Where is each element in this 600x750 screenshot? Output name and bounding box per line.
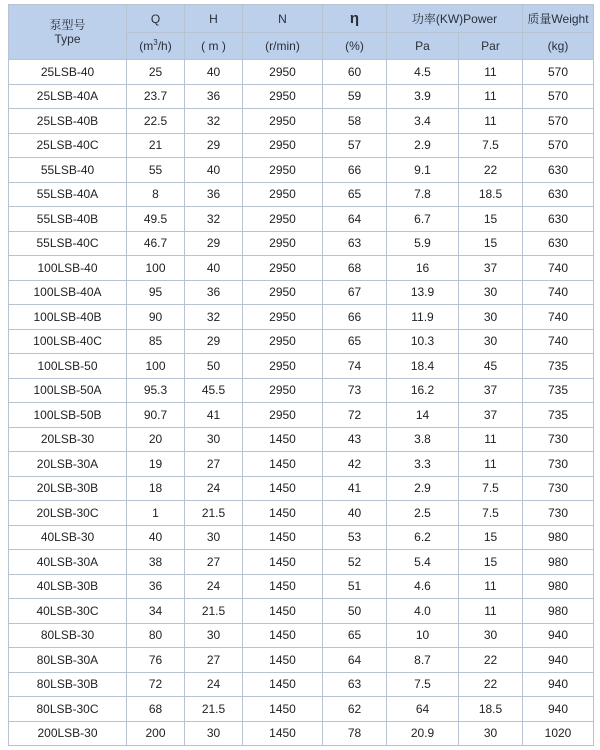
cell-q: 46.7 [127,231,185,256]
cell-h: 24 [185,476,243,501]
cell-eta: 78 [323,721,387,746]
table-row [9,231,594,256]
cell-q: 1 [127,501,185,526]
cell-eta: 62 [323,697,387,722]
cell-eta: 65 [323,623,387,648]
header-eta: η [323,5,387,33]
header-pa: Pa [387,33,459,60]
table-header [9,5,594,60]
cell-pa: 11.9 [387,305,459,330]
cell-n: 1450 [243,452,323,477]
cell-weight: 730 [523,427,594,452]
cell-n: 1450 [243,525,323,550]
cell-model: 100LSB-40A [9,280,127,305]
cell-h: 21.5 [185,697,243,722]
cell-h: 27 [185,452,243,477]
cell-par: 7.5 [459,501,523,526]
pump-spec-table-container [8,4,593,746]
table-row [9,182,594,207]
cell-q: 72 [127,672,185,697]
header-type [9,5,127,60]
cell-eta: 59 [323,84,387,109]
cell-pa: 9.1 [387,158,459,183]
cell-h: 27 [185,550,243,575]
cell-q: 90.7 [127,403,185,428]
cell-eta: 65 [323,182,387,207]
cell-model: 100LSB-50 [9,354,127,379]
cell-q: 25 [127,60,185,85]
cell-h: 30 [185,427,243,452]
cell-eta: 58 [323,109,387,134]
cell-weight: 630 [523,158,594,183]
cell-par: 15 [459,207,523,232]
cell-eta: 52 [323,550,387,575]
cell-model: 55LSB-40A [9,182,127,207]
cell-h: 27 [185,648,243,673]
cell-h: 40 [185,256,243,281]
cell-eta: 43 [323,427,387,452]
cell-model: 40LSB-30B [9,574,127,599]
cell-h: 36 [185,280,243,305]
cell-q: 19 [127,452,185,477]
cell-q: 68 [127,697,185,722]
cell-par: 30 [459,305,523,330]
cell-q: 20 [127,427,185,452]
cell-model: 100LSB-40C [9,329,127,354]
cell-model: 80LSB-30 [9,623,127,648]
cell-q: 22.5 [127,109,185,134]
cell-par: 15 [459,550,523,575]
cell-eta: 53 [323,525,387,550]
cell-weight: 570 [523,133,594,158]
cell-n: 2950 [243,133,323,158]
cell-h: 45.5 [185,378,243,403]
cell-q: 18 [127,476,185,501]
cell-q: 100 [127,256,185,281]
cell-q: 8 [127,182,185,207]
table-row [9,476,594,501]
cell-weight: 630 [523,182,594,207]
cell-pa: 16 [387,256,459,281]
cell-weight: 735 [523,403,594,428]
cell-eta: 66 [323,305,387,330]
cell-model: 80LSB-30A [9,648,127,673]
cell-n: 2950 [243,280,323,305]
cell-weight: 735 [523,354,594,379]
cell-pa: 8.7 [387,648,459,673]
cell-eta: 41 [323,476,387,501]
cell-q: 23.7 [127,84,185,109]
cell-weight: 1020 [523,721,594,746]
cell-model: 20LSB-30A [9,452,127,477]
header-q: Q [127,5,185,33]
cell-eta: 63 [323,672,387,697]
cell-pa: 20.9 [387,721,459,746]
table-row [9,207,594,232]
cell-h: 36 [185,182,243,207]
header-par: Par [459,33,523,60]
header-row-1 [9,5,594,33]
cell-weight: 940 [523,697,594,722]
table-row [9,354,594,379]
cell-par: 37 [459,403,523,428]
cell-weight: 630 [523,231,594,256]
cell-n: 1450 [243,476,323,501]
cell-weight: 630 [523,207,594,232]
cell-weight: 570 [523,60,594,85]
cell-par: 30 [459,721,523,746]
cell-par: 37 [459,378,523,403]
cell-n: 1450 [243,599,323,624]
table-row [9,452,594,477]
cell-par: 11 [459,84,523,109]
table-row [9,599,594,624]
cell-eta: 74 [323,354,387,379]
cell-n: 2950 [243,207,323,232]
cell-n: 2950 [243,305,323,330]
table-row [9,329,594,354]
cell-h: 29 [185,231,243,256]
cell-weight: 940 [523,623,594,648]
cell-par: 15 [459,231,523,256]
cell-q: 55 [127,158,185,183]
cell-n: 1450 [243,574,323,599]
cell-pa: 4.0 [387,599,459,624]
cell-weight: 730 [523,452,594,477]
table-row [9,256,594,281]
cell-eta: 73 [323,378,387,403]
cell-n: 1450 [243,721,323,746]
cell-eta: 65 [323,329,387,354]
cell-pa: 13.9 [387,280,459,305]
table-row [9,305,594,330]
cell-n: 1450 [243,501,323,526]
cell-eta: 64 [323,207,387,232]
cell-weight: 740 [523,280,594,305]
cell-weight: 980 [523,599,594,624]
table-row [9,525,594,550]
cell-weight: 980 [523,550,594,575]
cell-pa: 10.3 [387,329,459,354]
table-row [9,427,594,452]
cell-h: 30 [185,623,243,648]
cell-q: 34 [127,599,185,624]
cell-weight: 740 [523,256,594,281]
cell-h: 29 [185,133,243,158]
table-row [9,378,594,403]
cell-par: 22 [459,648,523,673]
cell-weight: 980 [523,525,594,550]
cell-par: 18.5 [459,182,523,207]
cell-eta: 51 [323,574,387,599]
cell-eta: 68 [323,256,387,281]
cell-model: 80LSB-30C [9,697,127,722]
cell-n: 2950 [243,182,323,207]
header-h: H [185,5,243,33]
table-row [9,60,594,85]
cell-eta: 66 [323,158,387,183]
table-row [9,721,594,746]
cell-model: 25LSB-40C [9,133,127,158]
cell-par: 11 [459,109,523,134]
cell-pa: 2.5 [387,501,459,526]
cell-n: 1450 [243,648,323,673]
cell-n: 2950 [243,231,323,256]
cell-par: 11 [459,60,523,85]
header-h-unit: ( m ) [185,33,243,60]
cell-n: 2950 [243,329,323,354]
cell-h: 32 [185,207,243,232]
cell-eta: 42 [323,452,387,477]
cell-pa: 14 [387,403,459,428]
cell-h: 36 [185,84,243,109]
cell-pa: 2.9 [387,476,459,501]
cell-weight: 740 [523,305,594,330]
cell-model: 25LSB-40A [9,84,127,109]
cell-model: 25LSB-40 [9,60,127,85]
table-row [9,280,594,305]
cell-model: 100LSB-40 [9,256,127,281]
cell-weight: 570 [523,109,594,134]
cell-q: 200 [127,721,185,746]
cell-model: 55LSB-40B [9,207,127,232]
table-row [9,574,594,599]
cell-model: 20LSB-30B [9,476,127,501]
cell-q: 36 [127,574,185,599]
table-row [9,109,594,134]
header-weight-unit: (kg) [523,33,594,60]
cell-weight: 730 [523,501,594,526]
cell-h: 21.5 [185,599,243,624]
cell-model: 55LSB-40C [9,231,127,256]
header-q-unit-sup: 3 [153,38,158,47]
cell-weight: 570 [523,84,594,109]
header-q-unit-post: /h) [157,39,172,53]
table-row [9,672,594,697]
cell-eta: 64 [323,648,387,673]
cell-pa: 6.2 [387,525,459,550]
cell-model: 200LSB-30 [9,721,127,746]
cell-par: 11 [459,574,523,599]
cell-pa: 10 [387,623,459,648]
cell-pa: 3.3 [387,452,459,477]
cell-pa: 3.9 [387,84,459,109]
cell-eta: 60 [323,60,387,85]
cell-h: 32 [185,305,243,330]
cell-pa: 3.8 [387,427,459,452]
cell-q: 40 [127,525,185,550]
cell-eta: 67 [323,280,387,305]
table-row [9,697,594,722]
cell-n: 2950 [243,256,323,281]
cell-h: 40 [185,158,243,183]
cell-weight: 735 [523,378,594,403]
cell-par: 37 [459,256,523,281]
cell-h: 24 [185,574,243,599]
cell-model: 40LSB-30C [9,599,127,624]
cell-h: 41 [185,403,243,428]
cell-par: 11 [459,599,523,624]
cell-par: 30 [459,280,523,305]
cell-model: 55LSB-40 [9,158,127,183]
cell-h: 24 [185,672,243,697]
header-q-unit [127,33,185,60]
cell-q: 49.5 [127,207,185,232]
cell-eta: 50 [323,599,387,624]
cell-par: 11 [459,427,523,452]
header-n-unit: (r/min) [243,33,323,60]
cell-n: 1450 [243,550,323,575]
cell-n: 2950 [243,60,323,85]
cell-pa: 6.7 [387,207,459,232]
header-power: 功率(KW)Power [387,5,523,33]
cell-n: 2950 [243,354,323,379]
cell-model: 80LSB-30B [9,672,127,697]
cell-par: 7.5 [459,133,523,158]
cell-weight: 980 [523,574,594,599]
cell-weight: 940 [523,648,594,673]
cell-q: 95.3 [127,378,185,403]
table-row [9,158,594,183]
cell-n: 2950 [243,158,323,183]
cell-model: 20LSB-30C [9,501,127,526]
cell-model: 100LSB-40B [9,305,127,330]
cell-pa: 4.5 [387,60,459,85]
table-row [9,403,594,428]
cell-eta: 72 [323,403,387,428]
cell-h: 50 [185,354,243,379]
header-q-unit-pre: (m [139,39,154,53]
cell-pa: 64 [387,697,459,722]
cell-par: 45 [459,354,523,379]
table-row [9,648,594,673]
cell-model: 100LSB-50A [9,378,127,403]
header-weight: 质量Weight [523,5,594,33]
table-row [9,501,594,526]
header-eta-unit: (%) [323,33,387,60]
cell-h: 21.5 [185,501,243,526]
cell-pa: 7.5 [387,672,459,697]
cell-par: 18.5 [459,697,523,722]
cell-par: 7.5 [459,476,523,501]
cell-q: 100 [127,354,185,379]
cell-q: 85 [127,329,185,354]
pump-spec-table [8,4,594,746]
cell-par: 22 [459,158,523,183]
cell-pa: 4.6 [387,574,459,599]
cell-pa: 5.4 [387,550,459,575]
cell-model: 40LSB-30A [9,550,127,575]
cell-h: 40 [185,60,243,85]
cell-n: 2950 [243,403,323,428]
cell-weight: 940 [523,672,594,697]
cell-n: 1450 [243,672,323,697]
cell-h: 32 [185,109,243,134]
table-row [9,84,594,109]
cell-pa: 7.8 [387,182,459,207]
cell-pa: 3.4 [387,109,459,134]
cell-eta: 40 [323,501,387,526]
cell-q: 76 [127,648,185,673]
cell-model: 40LSB-30 [9,525,127,550]
cell-weight: 730 [523,476,594,501]
cell-n: 2950 [243,378,323,403]
table-row [9,550,594,575]
header-type-en: Type [54,32,81,46]
header-type-cn: 泵型号 [49,18,86,32]
cell-q: 80 [127,623,185,648]
cell-model: 100LSB-50B [9,403,127,428]
cell-n: 2950 [243,109,323,134]
cell-q: 38 [127,550,185,575]
cell-par: 30 [459,329,523,354]
cell-par: 15 [459,525,523,550]
cell-model: 25LSB-40B [9,109,127,134]
cell-n: 2950 [243,84,323,109]
cell-weight: 740 [523,329,594,354]
cell-n: 1450 [243,697,323,722]
cell-model: 20LSB-30 [9,427,127,452]
table-body [9,60,594,746]
cell-pa: 2.9 [387,133,459,158]
cell-q: 90 [127,305,185,330]
cell-n: 1450 [243,623,323,648]
cell-q: 95 [127,280,185,305]
cell-pa: 16.2 [387,378,459,403]
cell-eta: 57 [323,133,387,158]
cell-q: 21 [127,133,185,158]
cell-par: 22 [459,672,523,697]
cell-eta: 63 [323,231,387,256]
cell-par: 11 [459,452,523,477]
cell-n: 1450 [243,427,323,452]
cell-pa: 5.9 [387,231,459,256]
table-row [9,623,594,648]
cell-pa: 18.4 [387,354,459,379]
table-row [9,133,594,158]
header-n: N [243,5,323,33]
cell-h: 30 [185,525,243,550]
cell-h: 30 [185,721,243,746]
cell-par: 30 [459,623,523,648]
cell-h: 29 [185,329,243,354]
